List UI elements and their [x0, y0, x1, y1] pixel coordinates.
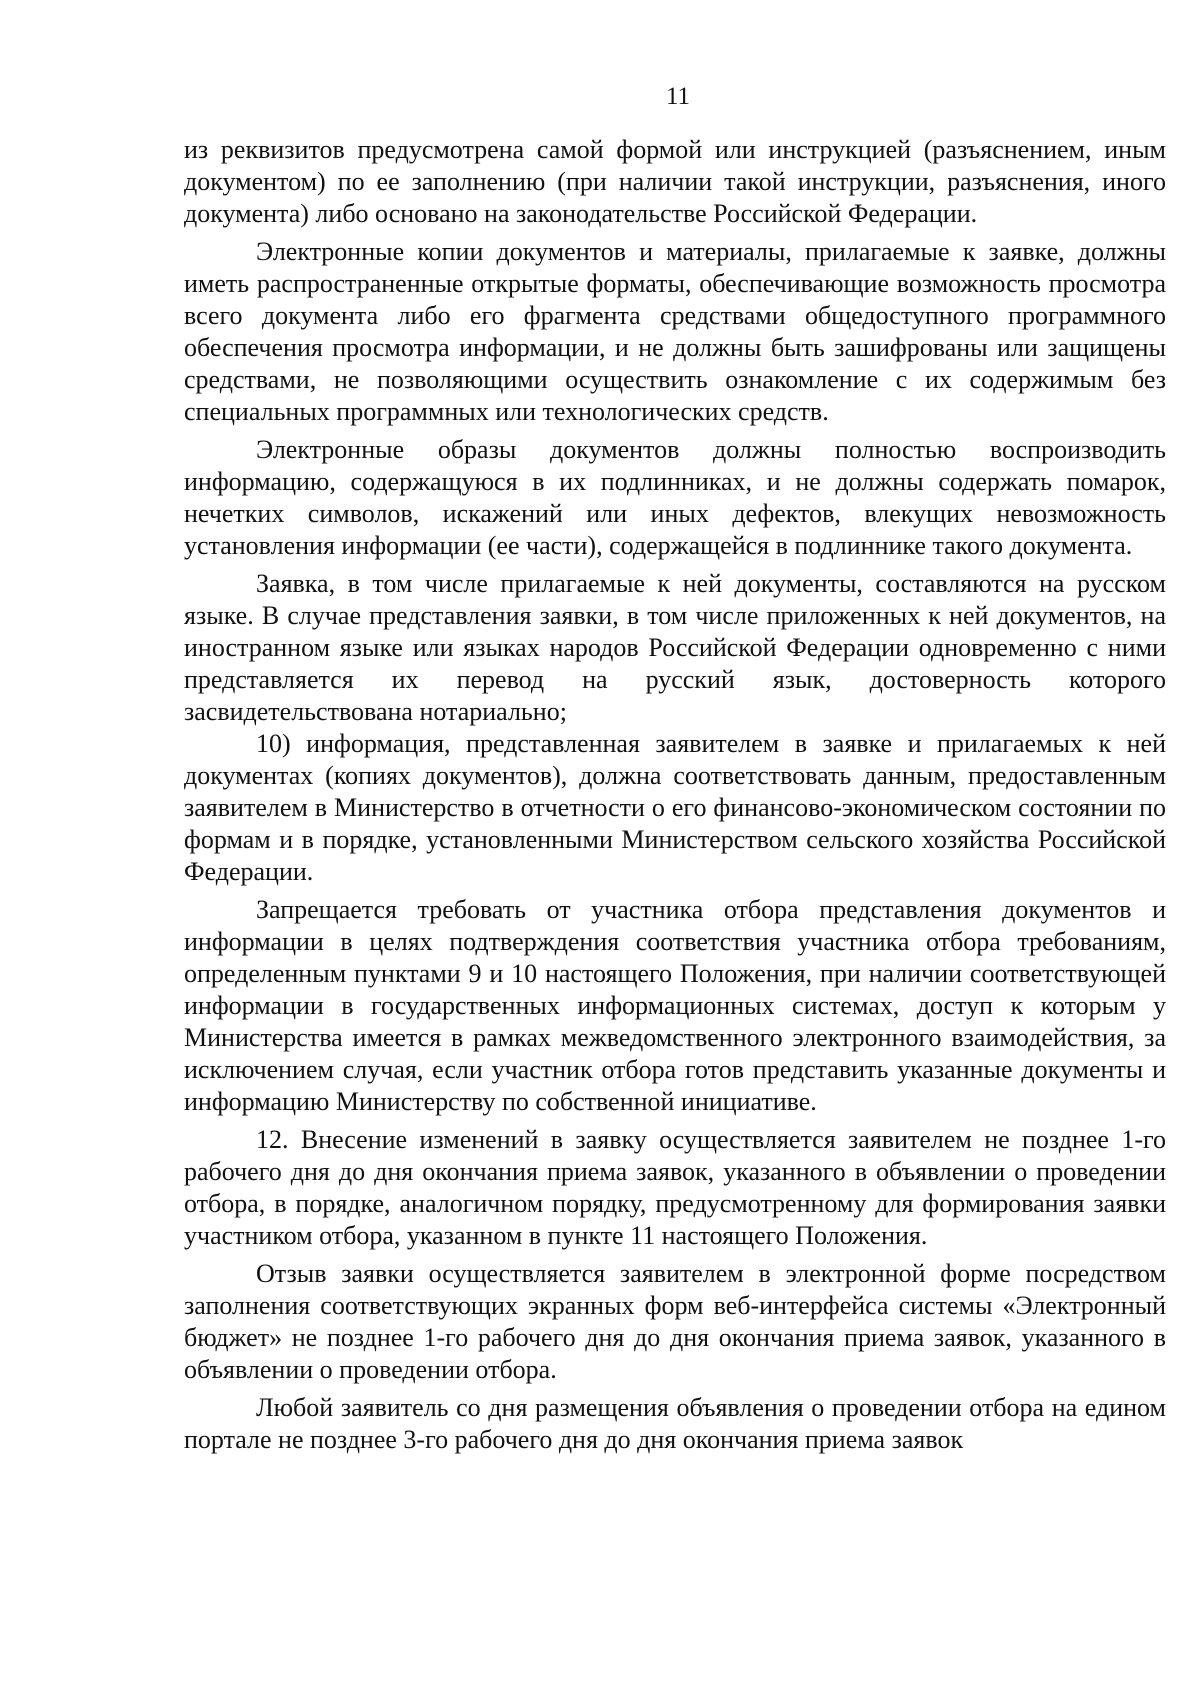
paragraph-7: 12. Внесение изменений в заявку осуществляется заявителем не позднее 1-го рабочего дня до дня окончания приема заявок, указанного в объявлении о проведении отбора, в порядке, аналогичном порядку, предусмотренному для формирования заявки участником отбора, указанном в пункте 11 настоящего Положения.	[184, 1125, 1166, 1250]
paragraph-2: Электронные копии документов и материалы, прилагаемые к заявке, должны иметь распространенные открытые форматы, обеспечивающие возможность просмотра всего документа либо его фрагмента средствами общедоступного программного обеспечения просмотра информации, и не должны быть зашифрованы или защищены средствами, не позволяющими осуществить ознакомление с их содержимым без специальных программных или технологических средств.	[184, 237, 1166, 426]
page-number: 11	[665, 83, 691, 110]
paragraph-6: Запрещается требовать от участника отбора представления документов и информации в целях подтверждения соответствия участника отбора требованиям, определенным пунктами 9 и 10 настоящего Положения, при наличии соответствующей информации в государственных информационных системах, доступ к которым у Министерства имеется в рамках межведомственного электронного взаимодействия, за исключением случая, если участник отбора готов представить указанные документы и информацию Министерству по собственной инициативе.	[184, 895, 1166, 1116]
paragraph-4: Заявка, в том числе прилагаемые к ней документы, составляются на русском языке. В случае представления заявки, в том числе приложенных к ней документов, на иностранном языке или языках народов Российской Федерации одновременно с ними представляется их перевод на русский язык, достоверность которого засвидетельствована нотариально;	[184, 569, 1166, 726]
paragraph-8: Отзыв заявки осуществляется заявителем в электронной форме посредством заполнения соответствующих экранных форм веб-интерфейса системы «Электронный бюджет» не позднее 1-го рабочего дня до дня окончания приема заявок, указанного в объявлении о проведении отбора.	[184, 1259, 1166, 1384]
paragraph-9: Любой заявитель со дня размещения объявления о проведении отбора на едином портале не позднее 3-го рабочего дня до дня окончания приема заявок	[184, 1393, 1166, 1454]
document-body	[184, 134, 1166, 1456]
paragraph-5: 10) информация, представленная заявителем в заявке и прилагаемых к ней документах (копиях документов), должна соответствовать данным, предоставленным заявителем в Министерство в отчетности о его финансово-экономическом состоянии по формам и в порядке, установленными Министерством сельского хозяйства Российской Федерации.	[184, 729, 1166, 886]
paragraph-1: из реквизитов предусмотрена самой формой или инструкцией (разъяснением, иным документом) по ее заполнению (при наличии такой инструкции, разъяснения, иного документа) либо основано на законодательстве Российской Федерации.	[184, 135, 1166, 228]
paragraph-3: Электронные образы документов должны полностью воспроизводить информацию, содержащуюся в их подлинниках, и не должны содержать помарок, нечетких символов, искажений или иных дефектов, влекущих невозможность установления информации (ее части), содержащейся в подлиннике такого документа.	[184, 435, 1166, 560]
